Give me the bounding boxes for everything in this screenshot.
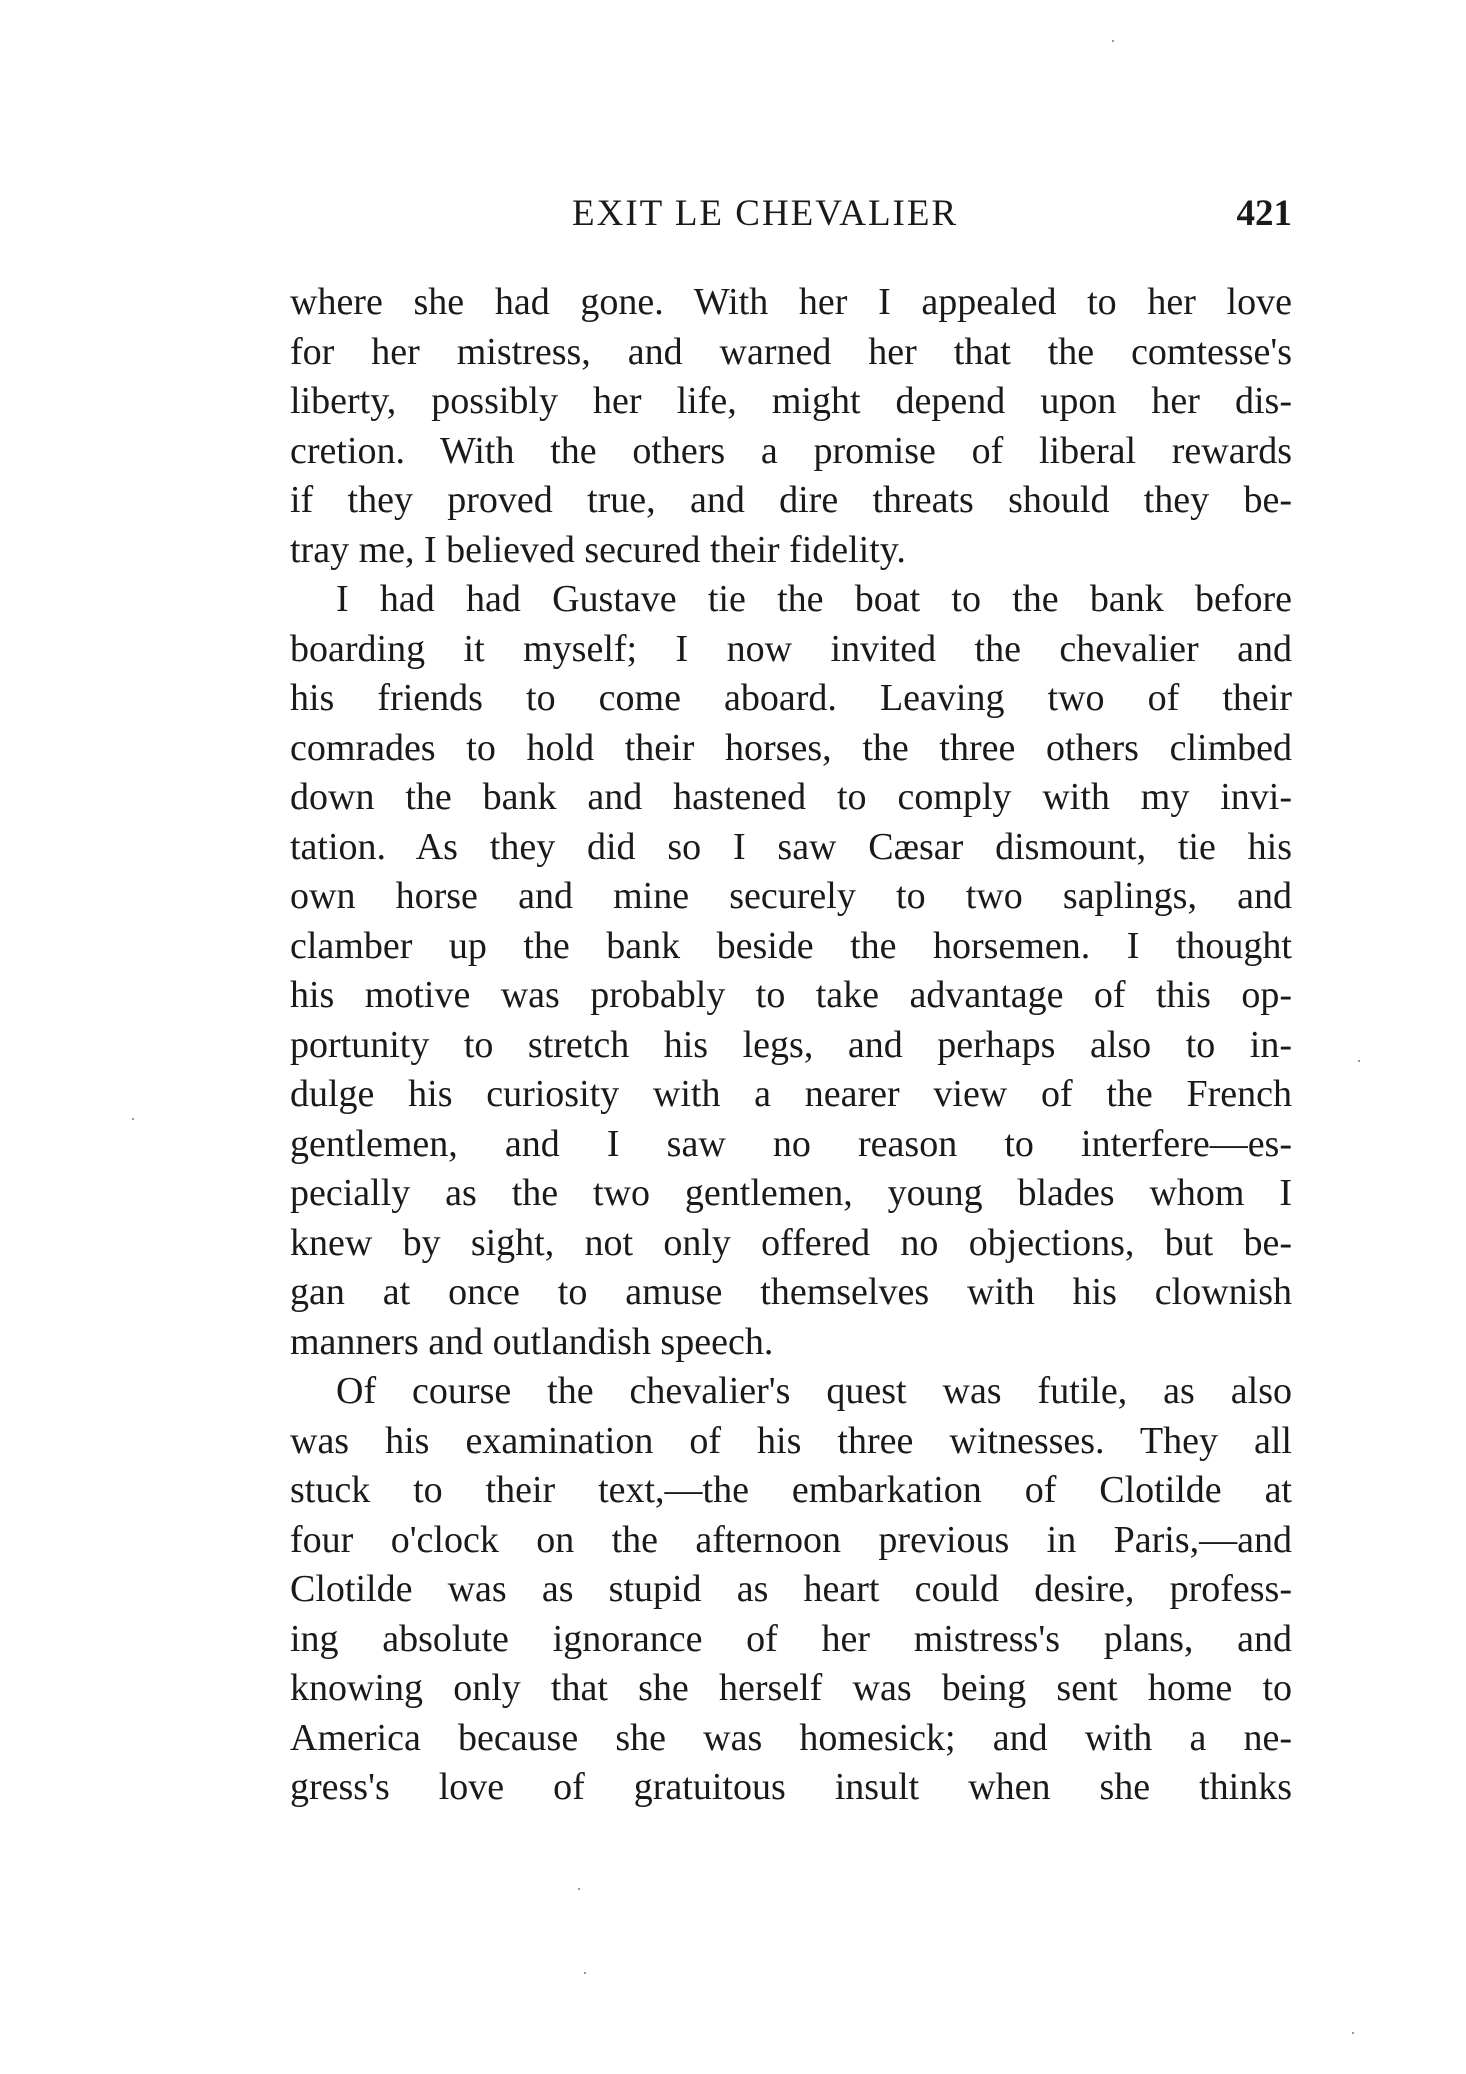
scan-speck: [1112, 40, 1114, 42]
text-line: boarding it myself; I now invited the chevalier and: [290, 627, 1292, 670]
text-line: his friends to come aboard. Leaving two of their: [290, 677, 1292, 719]
text-line: Of course the chevalier's quest was futile, as also: [336, 1370, 1292, 1412]
text-line: where she had gone. With her I appealed to her love: [290, 281, 1292, 323]
text-line: gan at once to amuse themselves with his clownish: [290, 1271, 1292, 1313]
scan-speck: [1358, 1060, 1360, 1062]
scan-speck: [584, 1972, 586, 1974]
text-line: pecially as the two gentlemen, young blades whom I: [290, 1172, 1292, 1214]
text-line: for her mistress, and warned her that the comtesse's: [290, 330, 1292, 373]
text-line: gress's love of gratuitous insult when she thinks: [290, 1766, 1292, 1808]
text-line: dulge his curiosity with a nearer view of the French: [290, 1073, 1292, 1115]
text-line: gentlemen, and I saw no reason to interfere—es-: [290, 1122, 1292, 1165]
scan-speck: [578, 1888, 580, 1890]
text-line: I had had Gustave tie the boat to the bank before: [336, 578, 1292, 620]
text-line: liberty, possibly her life, might depend upon her dis-: [290, 380, 1292, 422]
paragraph: [290, 1367, 1292, 1813]
text-line: America because she was homesick; and with a ne-: [290, 1716, 1292, 1759]
running-title: EXIT LE CHEVALIER: [572, 193, 959, 234]
text-line: tation. As they did so I saw Cæsar dismount, tie his: [290, 825, 1292, 868]
paragraph: [290, 575, 1292, 1367]
text-line: his motive was probably to take advantage of this op-: [290, 974, 1292, 1016]
scan-speck: [132, 1118, 134, 1120]
text-line: knew by sight, not only offered no objections, but be-: [290, 1221, 1292, 1264]
text-line: portunity to stretch his legs, and perhaps also to in-: [290, 1023, 1292, 1066]
page-number: 421: [1236, 193, 1292, 234]
body-text: [290, 278, 1292, 1813]
text-line: clamber up the bank beside the horsemen. I thought: [290, 924, 1292, 967]
text-line: own horse and mine securely to two saplings, and: [290, 875, 1292, 917]
text-line: four o'clock on the afternoon previous in Paris,—and: [290, 1518, 1292, 1561]
text-line: comrades to hold their horses, the three others climbed: [290, 726, 1292, 769]
text-line: stuck to their text,—the embarkation of Clotilde at: [290, 1469, 1292, 1511]
running-header: [290, 192, 1292, 252]
text-line: cretion. With the others a promise of liberal rewards: [290, 429, 1292, 472]
text-line: knowing only that she herself was being sent home to: [290, 1667, 1292, 1709]
text-line: Clotilde was as stupid as heart could desire, profess-: [290, 1568, 1292, 1610]
scan-speck: [1352, 2032, 1354, 2034]
text-line: manners and outlandish speech.: [290, 1320, 774, 1363]
paragraph: [290, 278, 1292, 575]
text-line: tray me, I believed secured their fidelity.: [290, 528, 906, 571]
text-line: was his examination of his three witnesses. They all: [290, 1419, 1292, 1462]
text-line: ing absolute ignorance of her mistress's plans, and: [290, 1617, 1292, 1660]
text-line: if they proved true, and dire threats should they be-: [290, 479, 1292, 521]
text-line: down the bank and hastened to comply with my invi-: [290, 776, 1292, 818]
